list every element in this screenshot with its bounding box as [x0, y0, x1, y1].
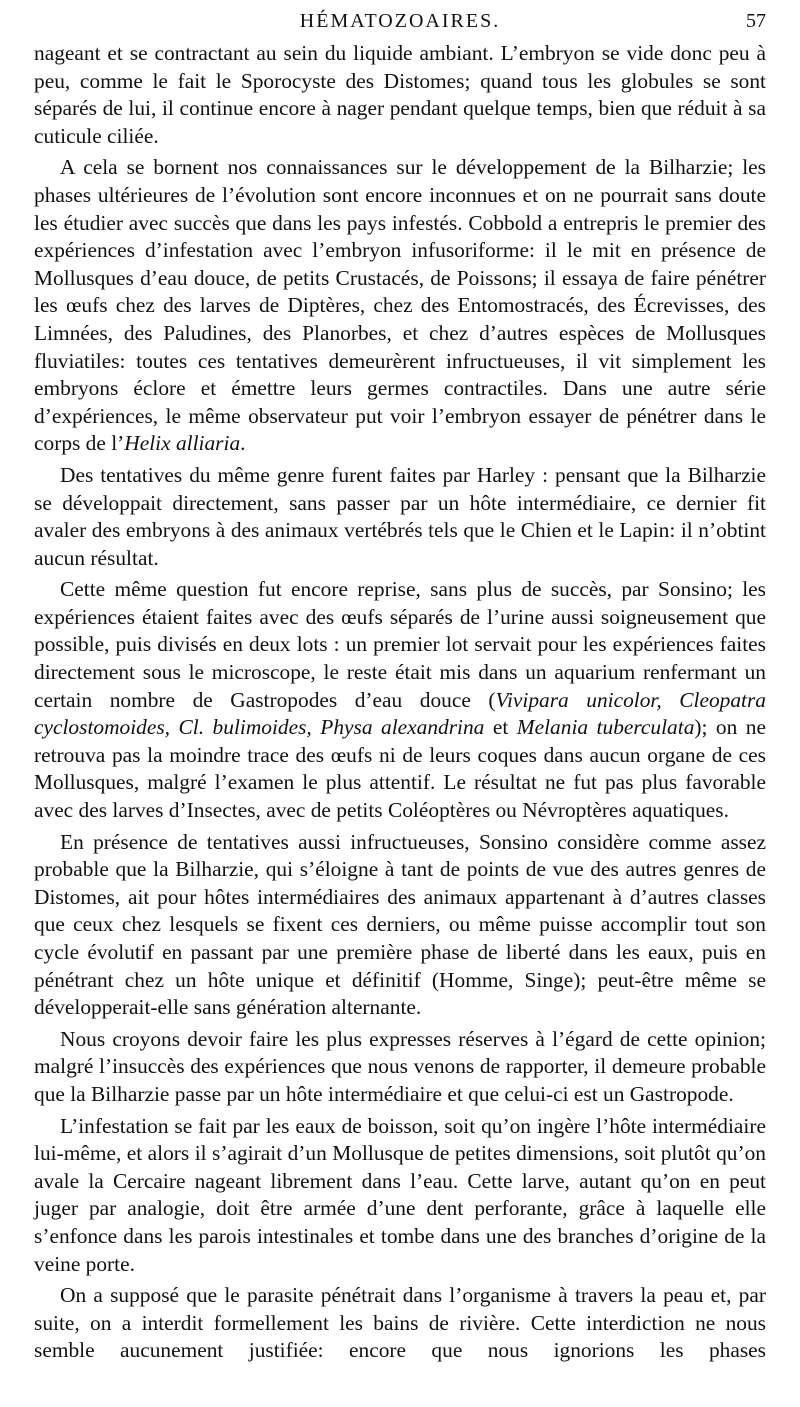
- paragraph-text: nageant et se contractant au sein du liquide ambiant. L’embryon se vide donc peu à peu, comme le fait le Sporocyste des Distomes; quand tous les globules se sont séparés de lui, il continue encore à nager pendant quelque temps, bien que réduit à sa cuticule ciliée.: [34, 41, 766, 148]
- paragraph: [34, 1026, 766, 1109]
- italic-text: Helix alliaria: [124, 431, 241, 456]
- paragraph: [34, 1113, 766, 1279]
- paragraph-text: ); on ne retrouva pas la moindre trace des œufs ni de leurs coques dans aucun organe de ces Mollusques, malgré l’examen le plus attentif. Le résultat ne fut pas plus favorable avec des larves d’Insectes, avec de petits Coléoptères ou Névroptères aquatiques.: [34, 715, 766, 823]
- paragraph: [34, 1282, 766, 1365]
- paragraph-text: Cette même question fut encore reprise, sans plus de succès, par Sonsino; les expériences étaient faites avec des œufs séparés de l’urine aussi soigneusement que possible, puis divisés en deux lots : un premier lot servait pour les expériences faites directement sous le microscope, le reste était mis dans un aquarium renfermant un certain nombre de Gastropodes d’eau douce (: [34, 577, 766, 712]
- page-number: 57: [746, 10, 766, 32]
- running-head: [34, 2, 766, 40]
- paragraph-text: Des tentatives du même genre furent faites par Harley : pensant que la Bilharzie se développait directement, sans passer par un hôte intermédiaire, ce dernier fit avaler des embryons à des animaux vertébrés tels que le Chien et le Lapin: il n’obtint aucun résultat.: [34, 462, 766, 570]
- paragraph: [34, 576, 766, 824]
- paragraph-text: et: [484, 715, 517, 740]
- paragraph-text: L’infestation se fait par les eaux de boisson, soit qu’on ingère l’hôte intermédiaire lui-même, et alors il s’agirait d’un Mollusque de petites dimensions, soit plutôt qu’on avale la Cercaire nageant librement dans l’eau. Cette larve, autant qu’on en peut juger par analogie, doit être armée d’une dent perforante, grâce à laquelle elle s’enfonce dans les parois intestinales et tombe dans une des branches d’origine de la veine porte.: [34, 1113, 766, 1276]
- paragraph-text: Nous croyons devoir faire les plus expresses réserves à l’égard de cette opinion; malgré l’insuccès des expériences que nous venons de rapporter, il demeure probable que la Bilharzie passe par un hôte intermédiaire et que celui-ci est un Gastropode.: [34, 1026, 766, 1106]
- running-title: HÉMATOZOAIRES.: [299, 10, 501, 32]
- paragraph-text: A cela se bornent nos connaissances sur le développement de la Bilharzie; les phases ultérieures de l’évolution sont encore inconnues et on ne pourrait sans doute les étudier avec succès que dans les pays infestés. Cobbold a entrepris le premier des expériences d’infestation avec l’embryon infusoriforme: il le mit en présence de Mollusques d’eau douce, de petits Crustacés, de Poissons; il essaya de faire pénétrer les œufs chez des larves de Diptères, chez des Entomostracés, des Écrevisses, des Limnées, des Paludines, des Planorbes, et chez d’autres espèces de Mollusques fluviatiles: toutes ces tentatives demeurèrent infructueuses, il vit simplement les embryons éclore et émettre leurs germes contractiles. Dans une autre série d’expériences, le même observateur put voir l’embryon essayer de pénétrer dans le corps de l’: [34, 155, 766, 456]
- paragraph: [34, 40, 766, 150]
- paragraph: [34, 462, 766, 572]
- paragraph-text: En présence de tentatives aussi infructueuses, Sonsino considère comme assez probable que la Bilharzie, qui s’éloigne à tant de points de vue des autres genres de Distomes, ait pour hôtes intermédiaires des animaux appartenant à d’autres classes que ceux chez lesquels se fixent ces derniers, ou même puisse accomplir tout son cycle évolutif en passant par une première phase de liberté dans les eaux, puis en pénétrant chez un hôte unique et définitif (Homme, Singe); peut-être même se développerait-elle sans génération alternante.: [34, 829, 766, 1020]
- italic-text: Melania tuberculata: [516, 715, 695, 740]
- paragraph-text: On a supposé que le parasite pénétrait dans l’organisme à travers la peau et, par suite, on a interdit formellement les bains de rivière. Cette interdiction ne nous semble aucunement justifiée: encore que nous ignorions les phases: [34, 1283, 766, 1363]
- italic-text: Vivipara unicolor, Cleopatra cyclostomoides, Cl. bulimoides, Physa alexandrina: [34, 687, 766, 740]
- body-text: [34, 40, 766, 1365]
- paragraph: [34, 154, 766, 458]
- paragraph: [34, 829, 766, 1022]
- paragraph-text: .: [240, 431, 246, 456]
